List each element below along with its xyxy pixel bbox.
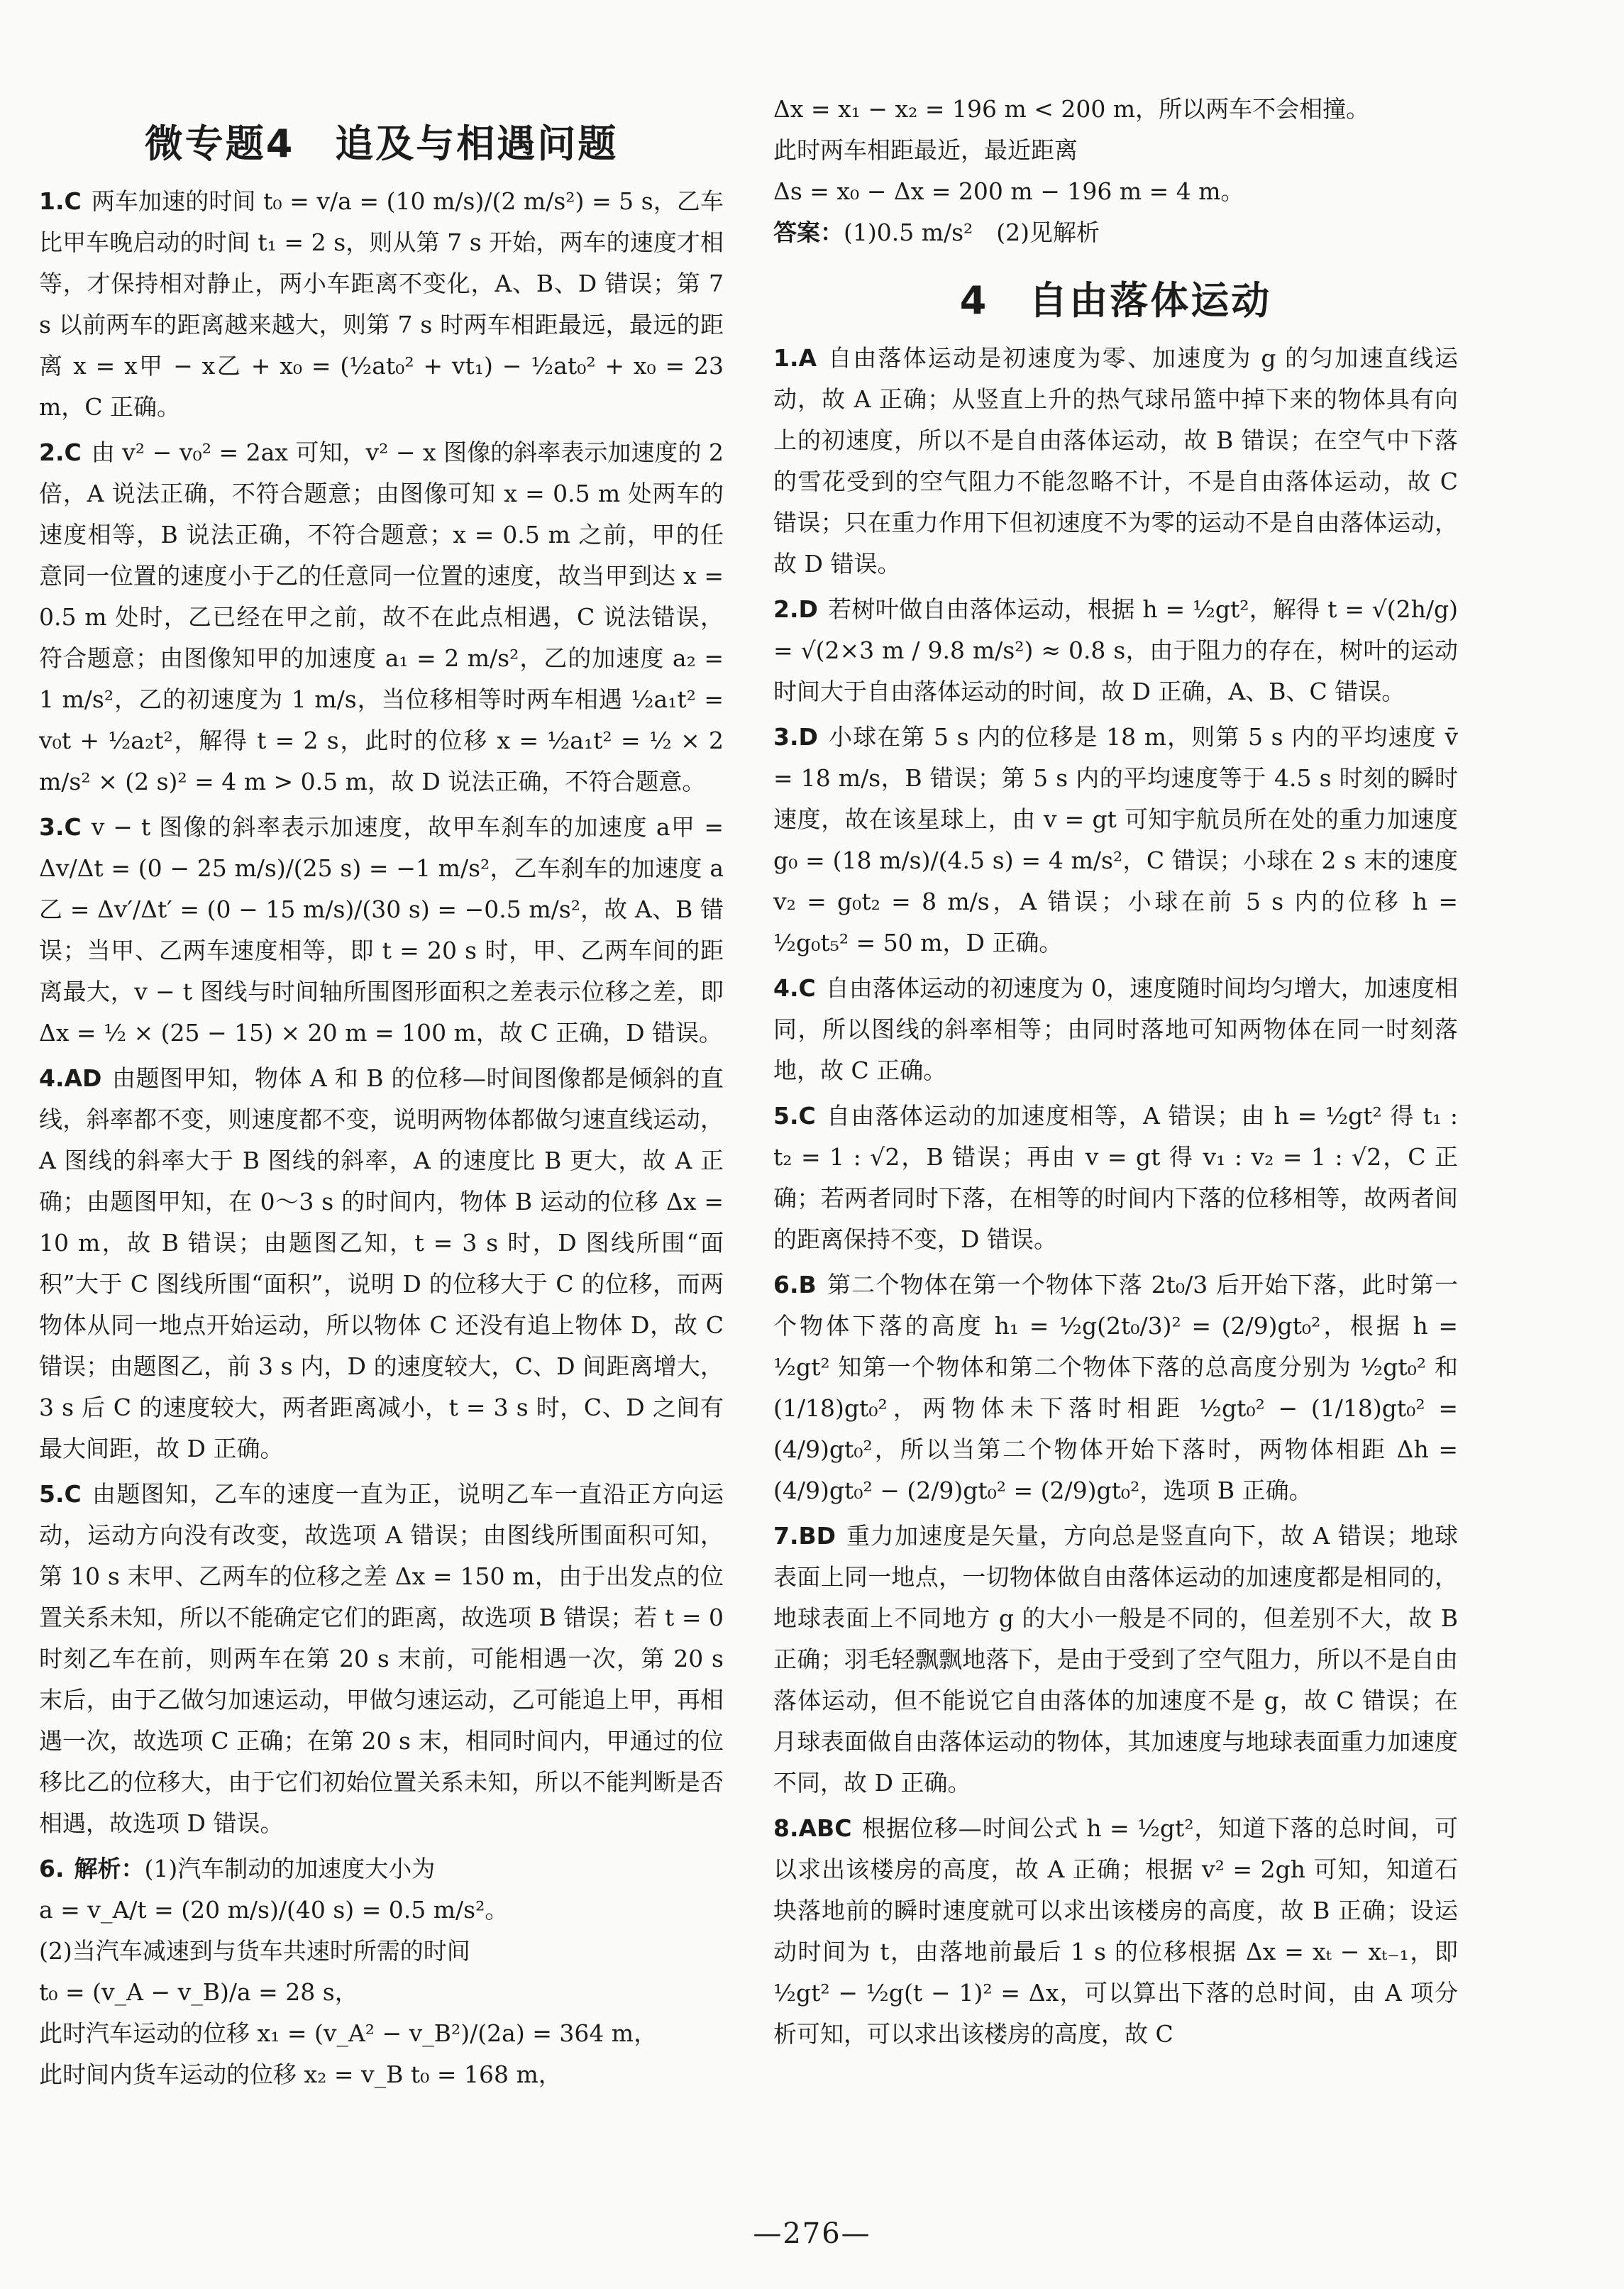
item-number: 2.D xyxy=(773,595,818,623)
left-column xyxy=(39,99,724,2100)
solution-line: 此时汽车运动的位移 x₁ = (v_A² − v_B²)/(2a) = 364 m， xyxy=(39,2019,658,2047)
answer-item xyxy=(773,589,1458,712)
solution-line: Δs = x₀ − Δx = 200 m − 196 m = 4 m。 xyxy=(773,177,1244,205)
item-number: 2.C xyxy=(39,439,82,466)
item-number: 5.C xyxy=(39,1480,82,1508)
item-number: 1.C xyxy=(39,187,82,215)
item-text: 重力加速度是矢量，方向总是竖直向下，故 A 错误；地球表面上同一地点，一切物体做自由落体运动的加速度都是相同的，地球表面上不同地方 g 的大小一般是不同的，但差别不大，故 B 正确；羽毛轻飘飘地落下，是由于受到了空气阻力，所以不是自由落体运动，但不能说它自由落体的加速度不是 g，故 C 错误；在月球表面做自由落体运动的物体，其加速度与地球表面重力加速度不同，故 D 正确。 xyxy=(773,1522,1458,1797)
solution-line: t₀ = (v_A − v_B)/a = 28 s， xyxy=(39,1978,358,2006)
answer-item xyxy=(773,968,1458,1091)
item-text: 自由落体运动的初速度为 0，速度随时间均匀增大，加速度相同，所以图线的斜率相等；由同时落地可知两物体在同一时刻落地，故 C 正确。 xyxy=(773,974,1458,1084)
answer-line xyxy=(773,212,1458,253)
answer-item xyxy=(773,1808,1458,2055)
item-number: 4.C xyxy=(773,974,816,1002)
answer-item xyxy=(773,338,1458,585)
item-number: 4.AD xyxy=(39,1064,102,1092)
item-text: 小球在第 5 s 内的位移是 18 m，则第 5 s 内的平均速度 v̄ = 18 m/s，B 错误；第 5 s 内的平均速度等于 4.5 s 时刻的瞬时速度，故在该星球上，由 v = gt 可知宇航员所在处的重力加速度 g₀ = (18 m/s)/(4.5 s) = 4 m/s²，C 错误；小球在 2 s 末的速度 v₂ = g₀t₂ = 8 m/s，A 错误；小球在前 5 s 内的位移 h = ½g₀t₅² = 50 m，D 正确。 xyxy=(773,723,1458,956)
solution-line: 此时两车相距最近，最近距离 xyxy=(773,136,1078,164)
item-number: 7.BD xyxy=(773,1522,836,1550)
answer-text: (1)0.5 m/s² (2)见解析 xyxy=(844,219,1100,246)
item-text: 由 v² − v₀² = 2ax 可知，v² − x 图像的斜率表示加速度的 2 倍，A 说法正确，不符合题意；由图像可知 x = 0.5 m 处两车的速度相等，B 说法正确，不符合题意；x = 0.5 m 之前，甲的任意同一位置的速度小于乙的任意同一位置的速度，故当甲到达 x = 0.5 m 处时，乙已经在甲之前，故不在此点相遇，C 说法错误，符合题意；由图像知甲的加速度 a₁ = 2 m/s²，乙的加速度 a₂ = 1 m/s²，乙的初速度为 1 m/s，当位移相等时两车相遇 ½a₁t² = v₀t + ½a₂t²，解得 t = 2 s，此时的位移 x = ½a₁t² = ½ × 2 m/s² × (2 s)² = 4 m > 0.5 m，故 D 说法正确，不符合题意。 xyxy=(39,439,724,795)
section-title-right: 4 自由落体运动 xyxy=(959,278,1272,323)
item-number: 6.B xyxy=(773,1271,817,1298)
analysis-label: 解析： xyxy=(74,1855,145,1882)
item-text: 根据位移—时间公式 h = ½gt²，知道下落的总时间，可以求出该楼房的高度，故 A 正确；根据 v² = 2gh 可知，知道石块落地前的瞬时速度就可以求出该楼房的高度，故 B 正确；设运动时间为 t，由落地前最后 1 s 的位移根据 Δx = xₜ − xₜ₋₁，即 ½gt² − ½g(t − 1)² = Δx，可以算出下落的总时间，由 A 项分析可知，可以求出该楼房的高度，故 C xyxy=(773,1814,1458,2048)
answer-item xyxy=(39,181,724,428)
answer-label: 答案： xyxy=(773,219,844,246)
item-number: 3.C xyxy=(39,813,82,841)
answer-item xyxy=(773,1516,1458,1804)
item-text: 若树叶做自由落体运动，根据 h = ½gt²，解得 t = √(2h/g) = √(2×3 m / 9.8 m/s²) ≈ 0.8 s，由于阻力的存在，树叶的运动时间大于自由落体运动的时间，故 D 正确，A、B、C 错误。 xyxy=(773,595,1458,705)
item-number: 5.C xyxy=(773,1102,816,1130)
item-text: 自由落体运动的加速度相等，A 错误；由 h = ½gt² 得 t₁ : t₂ = 1 : √2，B 错误；再由 v = gt 得 v₁ : v₂ = 1 : √2，C 正确；若两者同时下落，在相等的时间内下落的位移相等，故两者间的距离保持不变，D 错误。 xyxy=(773,1102,1458,1253)
solution-line: a = v_A/t = (20 m/s)/(40 s) = 0.5 m/s²。 xyxy=(39,1896,509,1924)
item-text: 由题图甲知，物体 A 和 B 的位移—时间图像都是倾斜的直线，斜率都不变，则速度都不变，说明两物体都做匀速直线运动，A 图线的斜率大于 B 图线的斜率，A 的速度比 B 更大，故 A 正确；由题图甲知，在 0～3 s 的时间内，物体 B 运动的位移 Δx = 10 m，故 B 错误；由题图乙知，t = 3 s 时，D 图线所围“面积”大于 C 图线所围“面积”，说明 D 的位移大于 C 的位移，而两物体从同一地点开始运动，所以物体 C 还没有追上物体 D，故 C 错误；由题图乙，前 3 s 内，D 的速度较大，C、D 间距离增大，3 s 后 C 的速度较大，两者距离减小，t = 3 s 时，C、D 之间有最大间距，故 D 正确。 xyxy=(39,1064,724,1462)
solution-line: (2)当汽车减速到与货车共速时所需的时间 xyxy=(39,1937,470,1965)
item-text: 第二个物体在第一个物体下落 2t₀/3 后开始下落，此时第一个物体下落的高度 h₁ = ½g(2t₀/3)² = (2/9)gt₀²，根据 h = ½gt² 知第一个物体和第二个物体下落的总高度分别为 ½gt₀² 和 (1/18)gt₀²，两物体未下落时相距 ½gt₀² − (1/18)gt₀² = (4/9)gt₀²，所以当第二个物体开始下落时，两物体相距 Δh = (4/9)gt₀² − (2/9)gt₀² = (2/9)gt₀²，选项 B 正确。 xyxy=(773,1271,1458,1504)
solution-line: 此时间内货车运动的位移 x₂ = v_B t₀ = 168 m， xyxy=(39,2061,562,2088)
item-number: 3.D xyxy=(773,723,818,751)
item-number: 8.ABC xyxy=(773,1814,852,1842)
answer-item xyxy=(773,717,1458,964)
answer-item xyxy=(39,807,724,1054)
answer-item xyxy=(773,1096,1458,1260)
item-number: 1.A xyxy=(773,344,817,372)
item-number: 6. xyxy=(39,1855,65,1882)
item-text: v − t 图像的斜率表示加速度，故甲车刹车的加速度 a甲 = Δv/Δt = (0 − 25 m/s)/(25 s) = −1 m/s²，乙车刹车的加速度 a乙 = Δv′/Δt′ = (0 − 15 m/s)/(30 s) = −0.5 m/s²，故 A、B 错误；当甲、乙两车速度相等，即 t = 20 s 时，甲、乙两车间的距离最大，v − t 图线与时间轴所围图形面积之差表示位移之差，即 Δx = ½ × (25 − 15) × 20 m = 100 m，故 C 正确，D 错误。 xyxy=(39,813,724,1047)
answer-item xyxy=(39,1058,724,1469)
answer-item-6 xyxy=(39,1848,724,2095)
solution-line: (1)汽车制动的加速度大小为 xyxy=(144,1855,436,1882)
answer-item xyxy=(773,1264,1458,1511)
item-text: 由题图知，乙车的速度一直为正，说明乙车一直沿正方向运动，运动方向没有改变，故选项 A 错误；由图线所围面积可知，第 10 s 末甲、乙两车的位移之差 Δx = 150 m，由于出发点的位置关系未知，所以不能确定它们的距离，故选项 B 错误；若 t = 0 时刻乙车在前，则两车在第 20 s 末前，可能相遇一次，第 20 s 末后，由于乙做匀加速运动，甲做匀速运动，乙可能追上甲，再相遇一次，故选项 C 正确；在第 20 s 末，相同时间内，甲通过的位移比乙的位移大，由于它们初始位置关系未知，所以不能判断是否相遇，故选项 D 错误。 xyxy=(39,1480,724,1837)
page-number: —276— xyxy=(753,2217,871,2250)
answer-item xyxy=(39,1474,724,1844)
answer-item xyxy=(39,432,724,802)
item-text: 自由落体运动是初速度为零、加速度为 g 的匀加速直线运动，故 A 正确；从竖直上升的热气球吊篮中掉下来的物体具有向上的初速度，所以不是自由落体运动，故 B 错误；在空气中下落的雪花受到的空气阻力不能忽略不计，不是自由落体运动，故 C 错误；只在重力作用下但初速度不为零的运动不是自由落体运动，故 D 错误。 xyxy=(773,344,1458,578)
section-title-left: 微专题4 追及与相遇问题 xyxy=(144,121,619,166)
solution-line: Δx = x₁ − x₂ = 196 m < 200 m，所以两车不会相撞。 xyxy=(773,95,1370,123)
right-column xyxy=(773,89,1458,2059)
item-text: 两车加速的时间 t₀ = v/a = (10 m/s)/(2 m/s²) = 5 s，乙车比甲车晚启动的时间 t₁ = 2 s，则从第 7 s 开始，两车的速度才相等，才保持相对静止，两小车距离不变化，A、B、D 错误；第 7 s 以前两车的距离越来越大，则第 7 s 时两车相距最远，最远的距离 x = x甲 − x乙 + x₀ = (½at₀² + vt₁) − ½at₀² + x₀ = 23 m，C 正确。 xyxy=(39,187,724,421)
